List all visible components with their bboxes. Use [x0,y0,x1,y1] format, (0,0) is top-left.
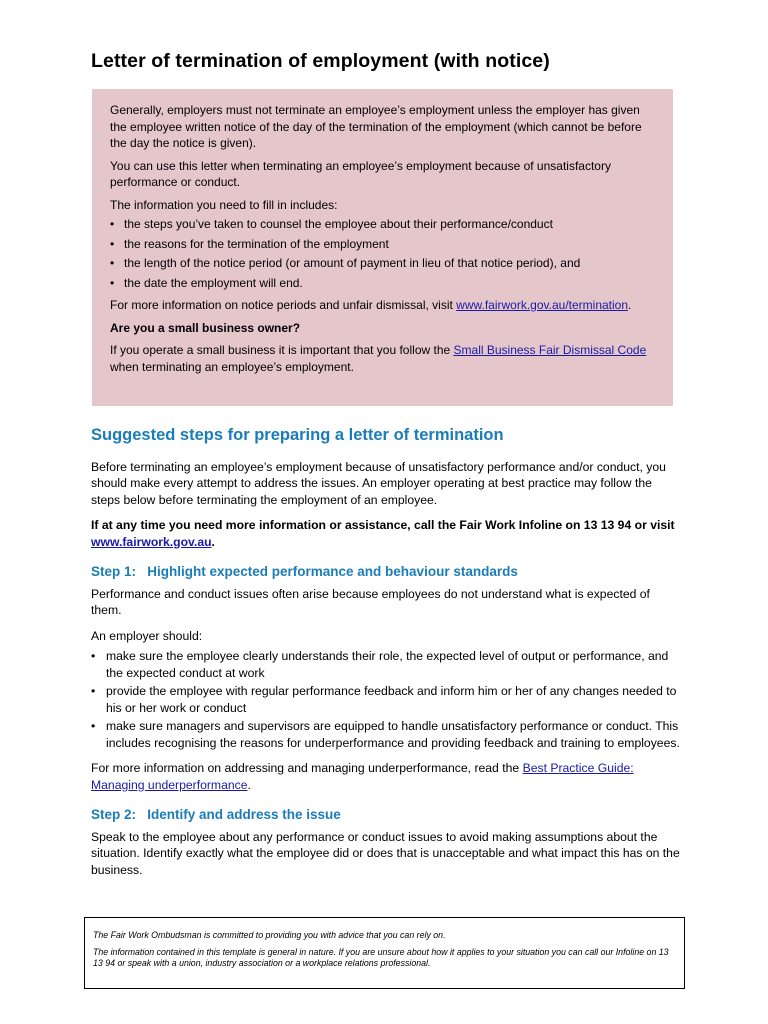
list-item: • the length of the notice period (or amount of payment in lieu of that notice period), and [110,255,655,272]
punctuation: . [628,298,632,312]
employer-should-list [91,648,681,751]
disclaimer-paragraph-1: The Fair Work Ombudsman is committed to providing you with advice that you can rely on. [93,930,446,940]
disclaimer-box [84,917,685,989]
section-intro: Before terminating an employee’s employment because of unsatisfactory performance and/or conduct, you should make every attempt to address the issues. An employer operating at best practice may follow the steps below before terminating the employment of an employee. [91,459,666,507]
step-1-paragraph-2: An employer should: [91,628,203,643]
list-item: • the reasons for the termination of the employment [110,236,655,253]
more-info-text: For more information on notice periods and unfair dismissal, visit [110,298,453,312]
section-title: Suggested steps for preparing a letter of termination [91,426,504,444]
disclaimer-paragraph-2: The information contained in this template is general in nature. If you are unsure about how it applies to your situation you can call our Infoline on 13 13 94 or speak with a union, industry association or a workplace relations professional. [93,947,669,968]
list-item: • make sure managers and supervisors are equipped to handle unsatisfactory performance or conduct. This includes recognising the reasons for underperformance and providing feedback and training to employees. [91,718,681,751]
small-business-heading: Are you a small business owner? [110,320,301,335]
step-1-title: Step 1: Highlight expected performance and behaviour standards [91,564,518,579]
intro-info-box [92,89,673,406]
fairwork-link[interactable]: www.fairwork.gov.au [91,534,212,549]
infoline-text: If at any time you need more information or assistance, call the Fair Work Infoline on 13 13 94 or visit [91,518,675,532]
small-business-end: when terminating an employee’s employment. [110,359,354,374]
more-info-paragraph [110,297,655,314]
termination-link[interactable]: www.fairwork.gov.au/termination [456,298,629,312]
list-item: • provide the employee with regular performance feedback and inform him or her of any changes needed to his or her work or conduct [91,683,681,716]
step-2-title: Step 2: Identify and address the issue [91,807,341,822]
page-title: Letter of termination of employment (with notice) [91,50,550,72]
intro-paragraph-3: The information you need to fill in includes: [110,197,338,212]
list-item: • the date the employment will end. [110,275,655,292]
step-2-paragraph-1: Speak to the employee about any performance or conduct issues to avoid making assumptions about the situation. Identify exactly what the employee did or does that is unacceptable and what impact this has on the business. [91,829,680,877]
punctuation: . [211,534,215,549]
step-1-more-text: For more information on addressing and managing underperformance, read the [91,761,520,775]
infoline-paragraph [91,517,681,550]
intro-paragraph-2: You can use this letter when terminating an employee’s employment because of unsatisfactory performance or conduct. [110,158,611,189]
list-item: • the steps you’ve taken to counsel the employee about their performance/conduct [110,216,655,233]
fill-in-list [110,216,655,291]
step-1-paragraph-1: Performance and conduct issues often arise because employees do not understand what is expected of them. [91,586,650,617]
list-item: • make sure the employee clearly understands their role, the expected level of output or performance, and the expected conduct at work [91,648,681,681]
punctuation: . [247,777,251,792]
small-business-code-link[interactable]: Small Business Fair Dismissal Code [453,343,647,357]
step-1-more-info [91,760,681,793]
small-business-paragraph [110,342,655,375]
main-content [91,427,681,887]
small-business-text: If you operate a small business it is important that you follow the [110,343,451,357]
intro-paragraph-1: Generally, employers must not terminate an employee’s employment unless the employer has given the employee written notice of the day of the termination of the employment (which cannot be before the day the notice is given). [110,103,642,150]
best-practice-guide-link[interactable]: Best Practice Guide: Managing underperformance [91,761,634,792]
